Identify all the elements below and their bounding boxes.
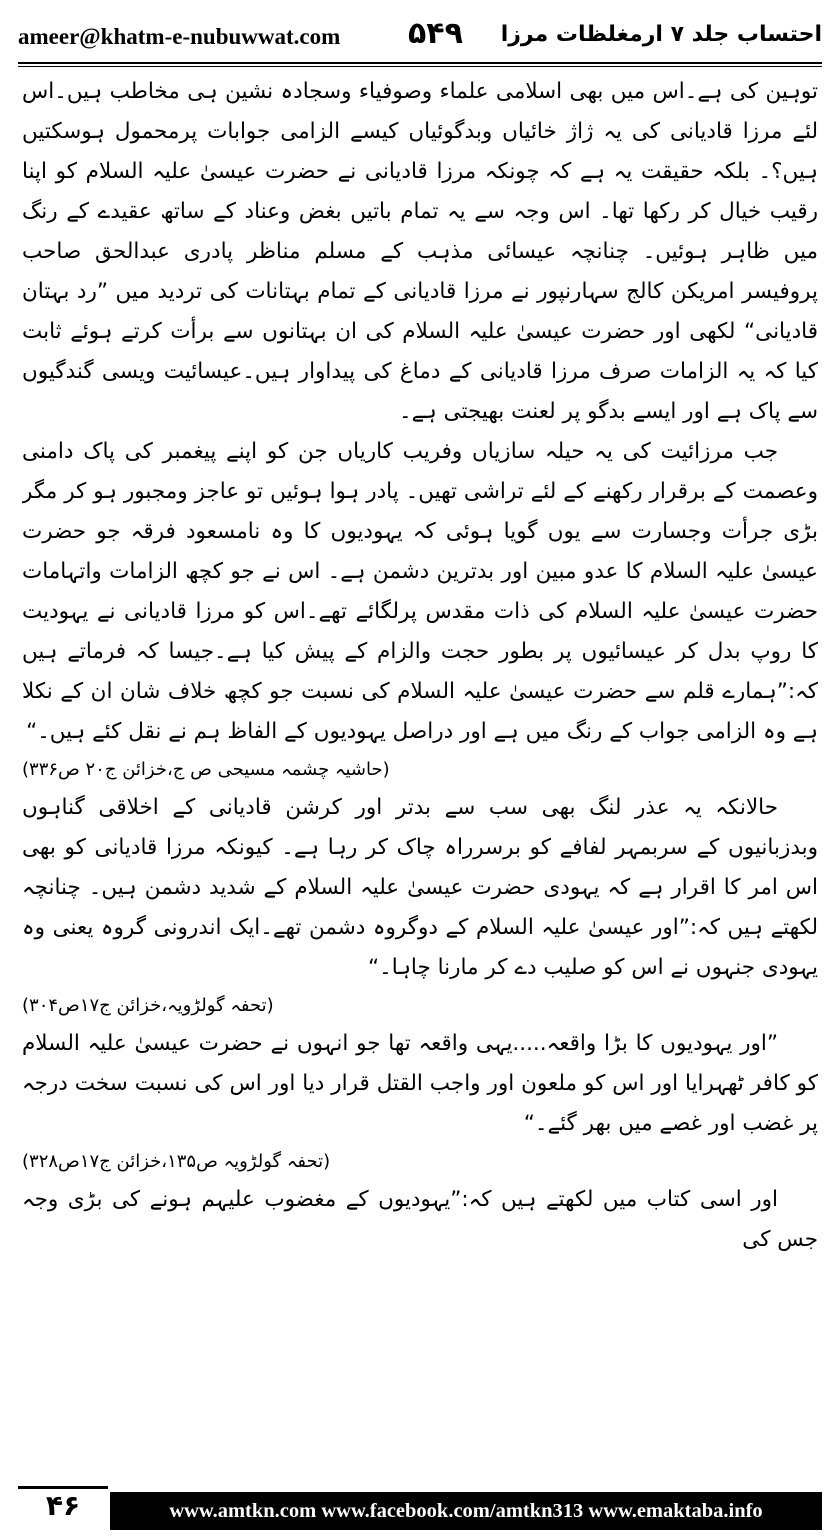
paragraph-1: توہین کی ہے۔اس میں بھی اسلامی علماء وصوفیاء وسجادہ نشین ہی مخاطب ہیں۔اس لئے مرزا قادیانی کی یہ ژاژ خائیاں وبدگوئیاں کیسے الزامی جوابات پرمحمول ہوسکتیں ہیں؟۔ بلکہ حقیقت یہ ہے کہ چونکہ مرزا قادیانی نے حضرت عیسیٰ علیہ السلام کو اپنا رقیب خیال کر رکھا تھا۔ اس وجہ سے یہ تمام باتیں بغض وعناد کے ساتھ عقیدے کے رنگ میں ظاہر ہوئیں۔ چنانچہ عیسائی مذہب کے مسلم مناظر پادری عبدالحق صاحب پروفیسر امریکن کالج سہارنپور نے مرزا قادیانی کے تمام بہتانات کی تردید میں ”رد بہتان قادیانی“ لکھی اور حضرت عیسیٰ علیہ السلام کی ان بہتانوں سے برأت کرتے ہوئے ثابت کیا کہ یہ الزامات صرف مرزا قادیانی کے دماغ کی پیداوار ہیں۔عیسائیت ویسی گندگیوں سے پاک ہے اور ایسے بدگو پر لعنت بھیجتی ہے۔	[22, 79, 818, 424]
quote-block: ”اور یہودیوں کا بڑا واقعہ.....یہی واقعہ تھا جو انہوں نے حضرت عیسیٰ علیہ السلام کو کافر ٹھہرایا اور اس کو ملعون اور واجب القتل قرار دیا اور اس کی نسبت سخت درجہ پر غضب اور غصے میں بھر گئے۔“	[22, 1031, 818, 1136]
page-header	[18, 14, 822, 60]
header-book-title: احتساب جلد ۷ ارمغلظات مرزا	[500, 22, 822, 47]
paragraph-last: اور اسی کتاب میں لکھتے ہیں کہ:”یہودیوں کے مغضوب علیہم ہونے کی بڑی وجہ جس کی	[22, 1187, 818, 1252]
footer-links[interactable]: www.amtkn.com www.facebook.com/amtkn313 www.emaktaba.info	[110, 1492, 822, 1530]
footer-page-number: ۴۶	[18, 1486, 108, 1533]
citation-1: (حاشیہ چشمہ مسیحی ص ج،خزائن ج۲۰ ص۳۳۶)	[22, 759, 390, 780]
citation-2: (تحفہ گولڑویہ،خزائن ج۱۷ص۳۰۴)	[22, 995, 274, 1016]
header-page-number: ۵۴۹	[408, 16, 463, 51]
paragraph-2: جب مرزائیت کی یہ حیلہ سازیاں وفریب کاریاں جن کو اپنے پیغمبر کی پاک دامنی وعصمت کے برقرار رکھنے کے لئے تراشی تھیں۔ پادر ہوا ہوئیں تو عاجز ومجبور ہو کر مگر بڑی جرأت وجسارت سے یوں گویا ہوئی کہ یہودیوں کا وہ نامسعود فرقہ جو حضرت عیسیٰ علیہ السلام کا عدو مبین اور بدترین دشمن ہے۔ اس نے جو کچھ الزامات واتہامات حضرت عیسیٰ علیہ السلام کی ذات مقدس پرلگائے تھے۔اس کو مرزا قادیانی نے یہودیت کا روپ بدل کر عیسائیوں پر بطور حجت والزام کے پیش کیا ہے۔جیسا کہ فرماتے ہیں کہ:”ہمارے قلم سے حضرت عیسیٰ علیہ السلام کی نسبت جو کچھ خلاف شان ان کے نکلا ہے وہ الزامی جواب کے رنگ میں ہے اور دراصل یہودیوں کے الفاظ ہم نے نقل کئے ہیں۔“	[22, 439, 818, 744]
paragraph-3: حالانکہ یہ عذر لنگ بھی سب سے بدتر اور کرشن قادیانی کے اخلاقی گناہوں وبدزبانیوں کے سربمہر لفافے کو برسرراہ چاک کر رہا ہے۔ کیونکہ مرزا قادیانی کو بھی اس امر کا اقرار ہے کہ یہودی حضرت عیسیٰ علیہ السلام کے شدید دشمن ہیں۔ چنانچہ لکھتے ہیں کہ:”اور عیسیٰ علیہ السلام کے دوگروہ دشمن تھے۔ایک اندرونی گروہ یعنی وہ یہودی جنہوں نے اس کو صلیب دے کر مارنا چاہا۔“	[22, 795, 818, 980]
header-divider	[18, 62, 822, 67]
page-body	[22, 72, 818, 1442]
citation-3: (تحفہ گولڑویہ ص۱۳۵،خزائن ج۱۷ص۳۲۸)	[22, 1151, 331, 1172]
header-email[interactable]: ameer@khatm-e-nubuwwat.com	[18, 24, 341, 49]
page-footer	[18, 1484, 822, 1532]
